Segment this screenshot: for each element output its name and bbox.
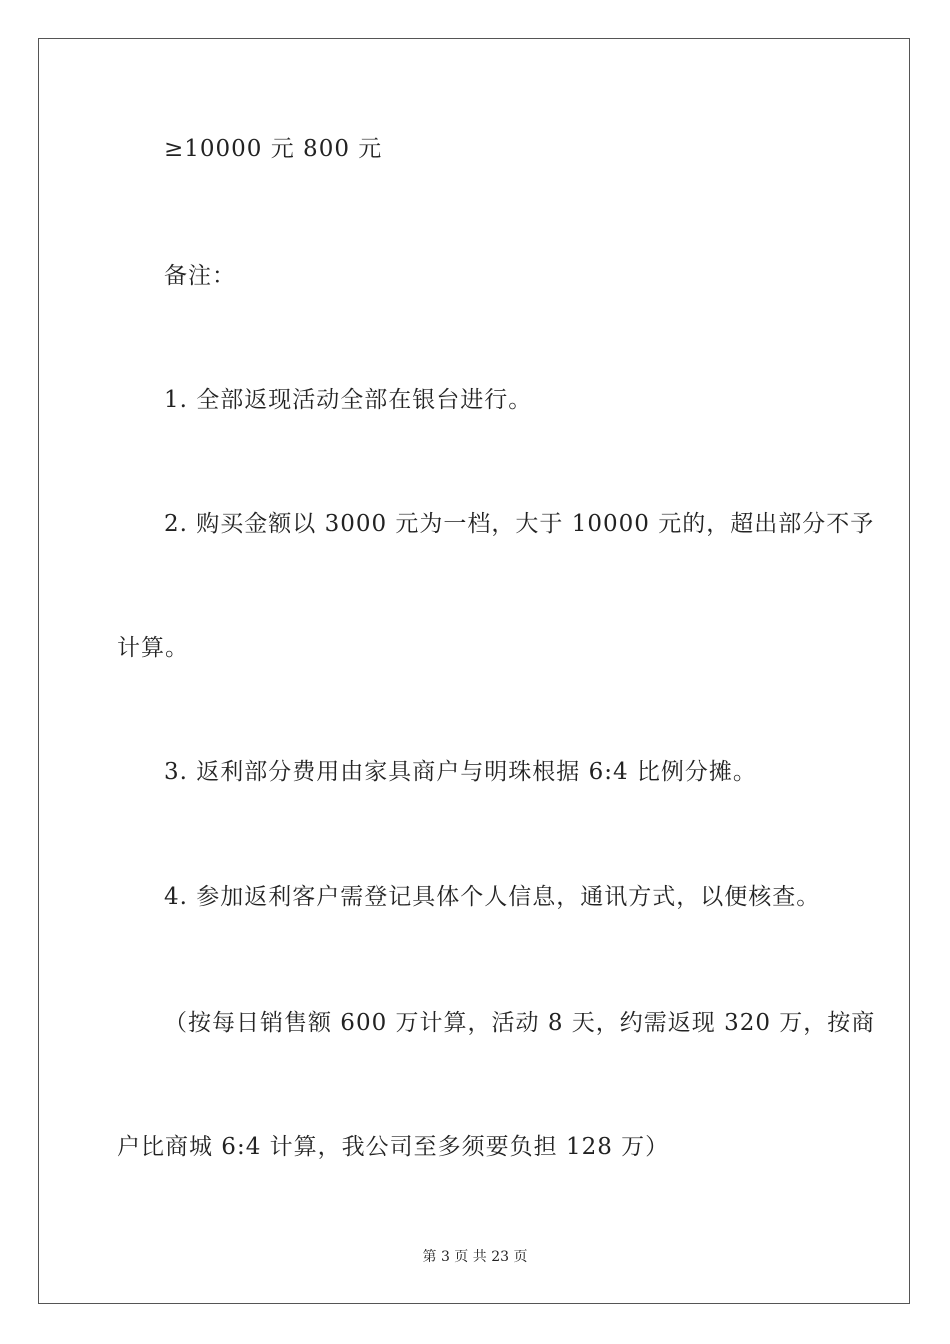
page-border <box>38 38 910 1304</box>
tier-line: ≥10000 元 800 元 <box>164 136 383 162</box>
page-footer: 第 3 页 共 23 页 <box>422 1249 528 1265</box>
note-item-1: 1. 全部返现活动全部在银台进行。 <box>164 387 533 413</box>
note-item-3: 3. 返利部分费用由家具商户与明珠根据 6:4 比例分摊。 <box>164 759 757 785</box>
note-item-2: 2. 购买金额以 3000 元为一档，大于 10000 元的，超出部分不予 <box>164 511 875 537</box>
note-item-2-continuation: 计算。 <box>117 635 189 661</box>
estimate-paragraph-continuation: 户比商城 6:4 计算，我公司至多须要负担 128 万） <box>117 1134 670 1160</box>
note-item-4: 4. 参加返利客户需登记具体个人信息，通讯方式，以便核查。 <box>164 884 821 910</box>
estimate-paragraph: （按每日销售额 600 万计算，活动 8 天，约需返现 320 万，按商 <box>164 1010 876 1036</box>
remarks-heading: 备注： <box>164 263 236 289</box>
